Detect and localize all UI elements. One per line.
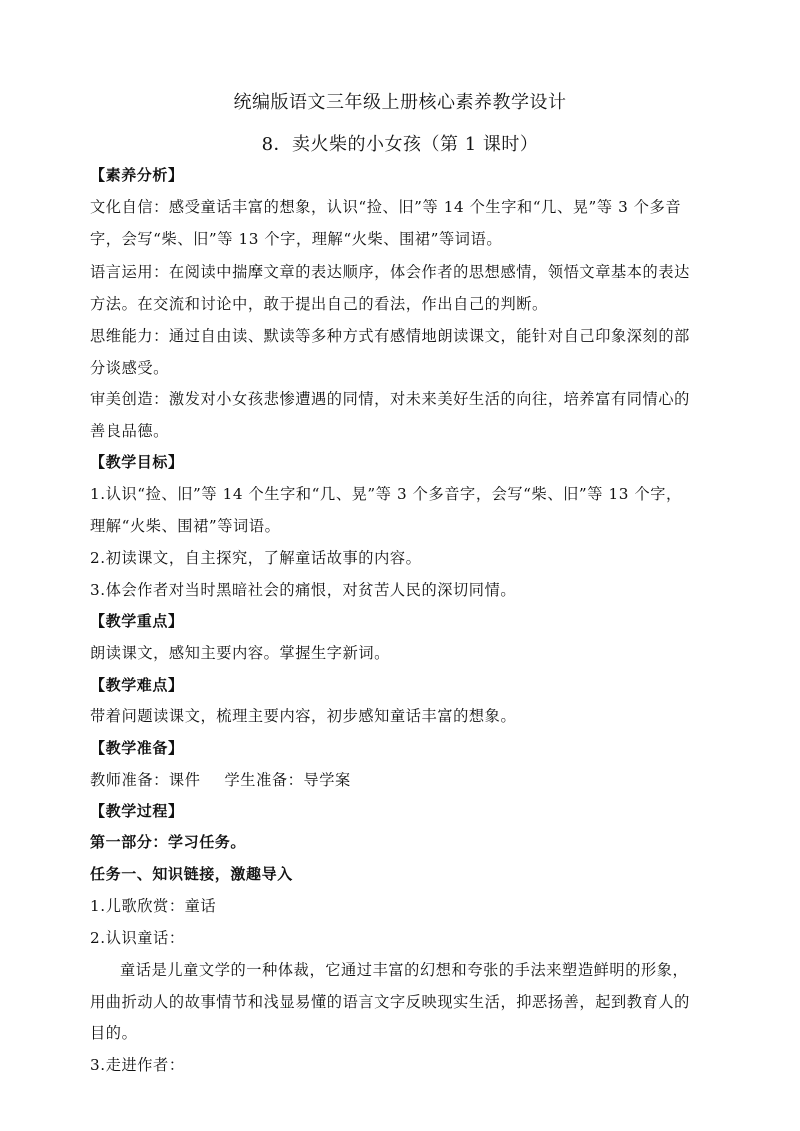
analysis-line: 字，会写“柴、旧”等 13 个字，理解“火柴、围裙”等词语。 [90,230,503,248]
process-part-title: 第一部分：学习任务。 [90,833,247,851]
section-heading-process: 【教学过程】 [90,802,184,820]
process-line: 1.儿歌欣赏：童话 [90,897,217,915]
section-heading-key-points: 【教学重点】 [90,612,184,630]
document-title: 统编版语文三年级上册核心素养教学设计 [233,92,567,113]
preparation-line [90,770,730,790]
analysis-line: 善良品德。 [90,422,169,440]
analysis-line: 方法。在交流和讨论中，敢于提出自己的看法，作出自己的判断。 [90,295,548,313]
goal-line: 理解“火柴、围裙”等词语。 [90,517,281,535]
goal-line: 2.初读课文，自主探究，了解童话故事的内容。 [90,549,422,567]
analysis-line: 思维能力：通过自由读、默读等多种方式有感情地朗读课文，能针对自己印象深刻的部 [90,327,690,345]
fairy-tale-definition-line: 童话是儿童文学的一种体裁，它通过丰富的幻想和夸张的手法来塑造鲜明的形象， [120,961,689,979]
fairy-tale-definition-line: 用曲折动人的故事情节和浅显易懂的语言文字反映现实生活，抑恶扬善，起到教育人的 [90,993,690,1011]
key-point-line: 朗读课文，感知主要内容。掌握生字新词。 [90,644,390,662]
goal-line: 1.认识“捡、旧”等 14 个生字和“几、晃”等 3 个多音字，会写“柴、旧”等 13 个字， [90,485,682,503]
process-line: 2.认识童话： [90,929,185,947]
teacher-preparation: 教师准备：课件 [90,771,201,789]
analysis-line: 语言运用：在阅读中揣摩文章的表达顺序，体会作者的思想感情，领悟文章基本的表达 [90,263,690,281]
section-heading-goals: 【教学目标】 [90,453,184,471]
analysis-line: 审美创造：激发对小女孩悲惨遭遇的同情，对未来美好生活的向往，培养富有同情心的 [90,390,690,408]
section-heading-analysis: 【素养分析】 [90,166,184,184]
task-title: 任务一、知识链接，激趣导入 [90,865,293,883]
goal-line: 3.体会作者对当时黑暗社会的痛恨，对贫苦人民的深切同情。 [90,581,517,599]
student-preparation: 学生准备：导学案 [224,771,351,789]
section-heading-preparation: 【教学准备】 [90,739,184,757]
fairy-tale-definition-line: 目的。 [90,1024,138,1042]
difficulty-line: 带着问题读课文，梳理主要内容，初步感知童话丰富的想象。 [90,707,517,725]
analysis-line: 分谈感受。 [90,359,169,377]
section-heading-difficulties: 【教学难点】 [90,676,184,694]
lesson-title: 8．卖火柴的小女孩（第 1 课时） [261,134,539,155]
process-line: 3.走进作者： [90,1056,185,1074]
analysis-line: 文化自信：感受童话丰富的想象，认识“捡、旧”等 14 个生字和“几、晃”等 3 个多音 [90,198,682,216]
